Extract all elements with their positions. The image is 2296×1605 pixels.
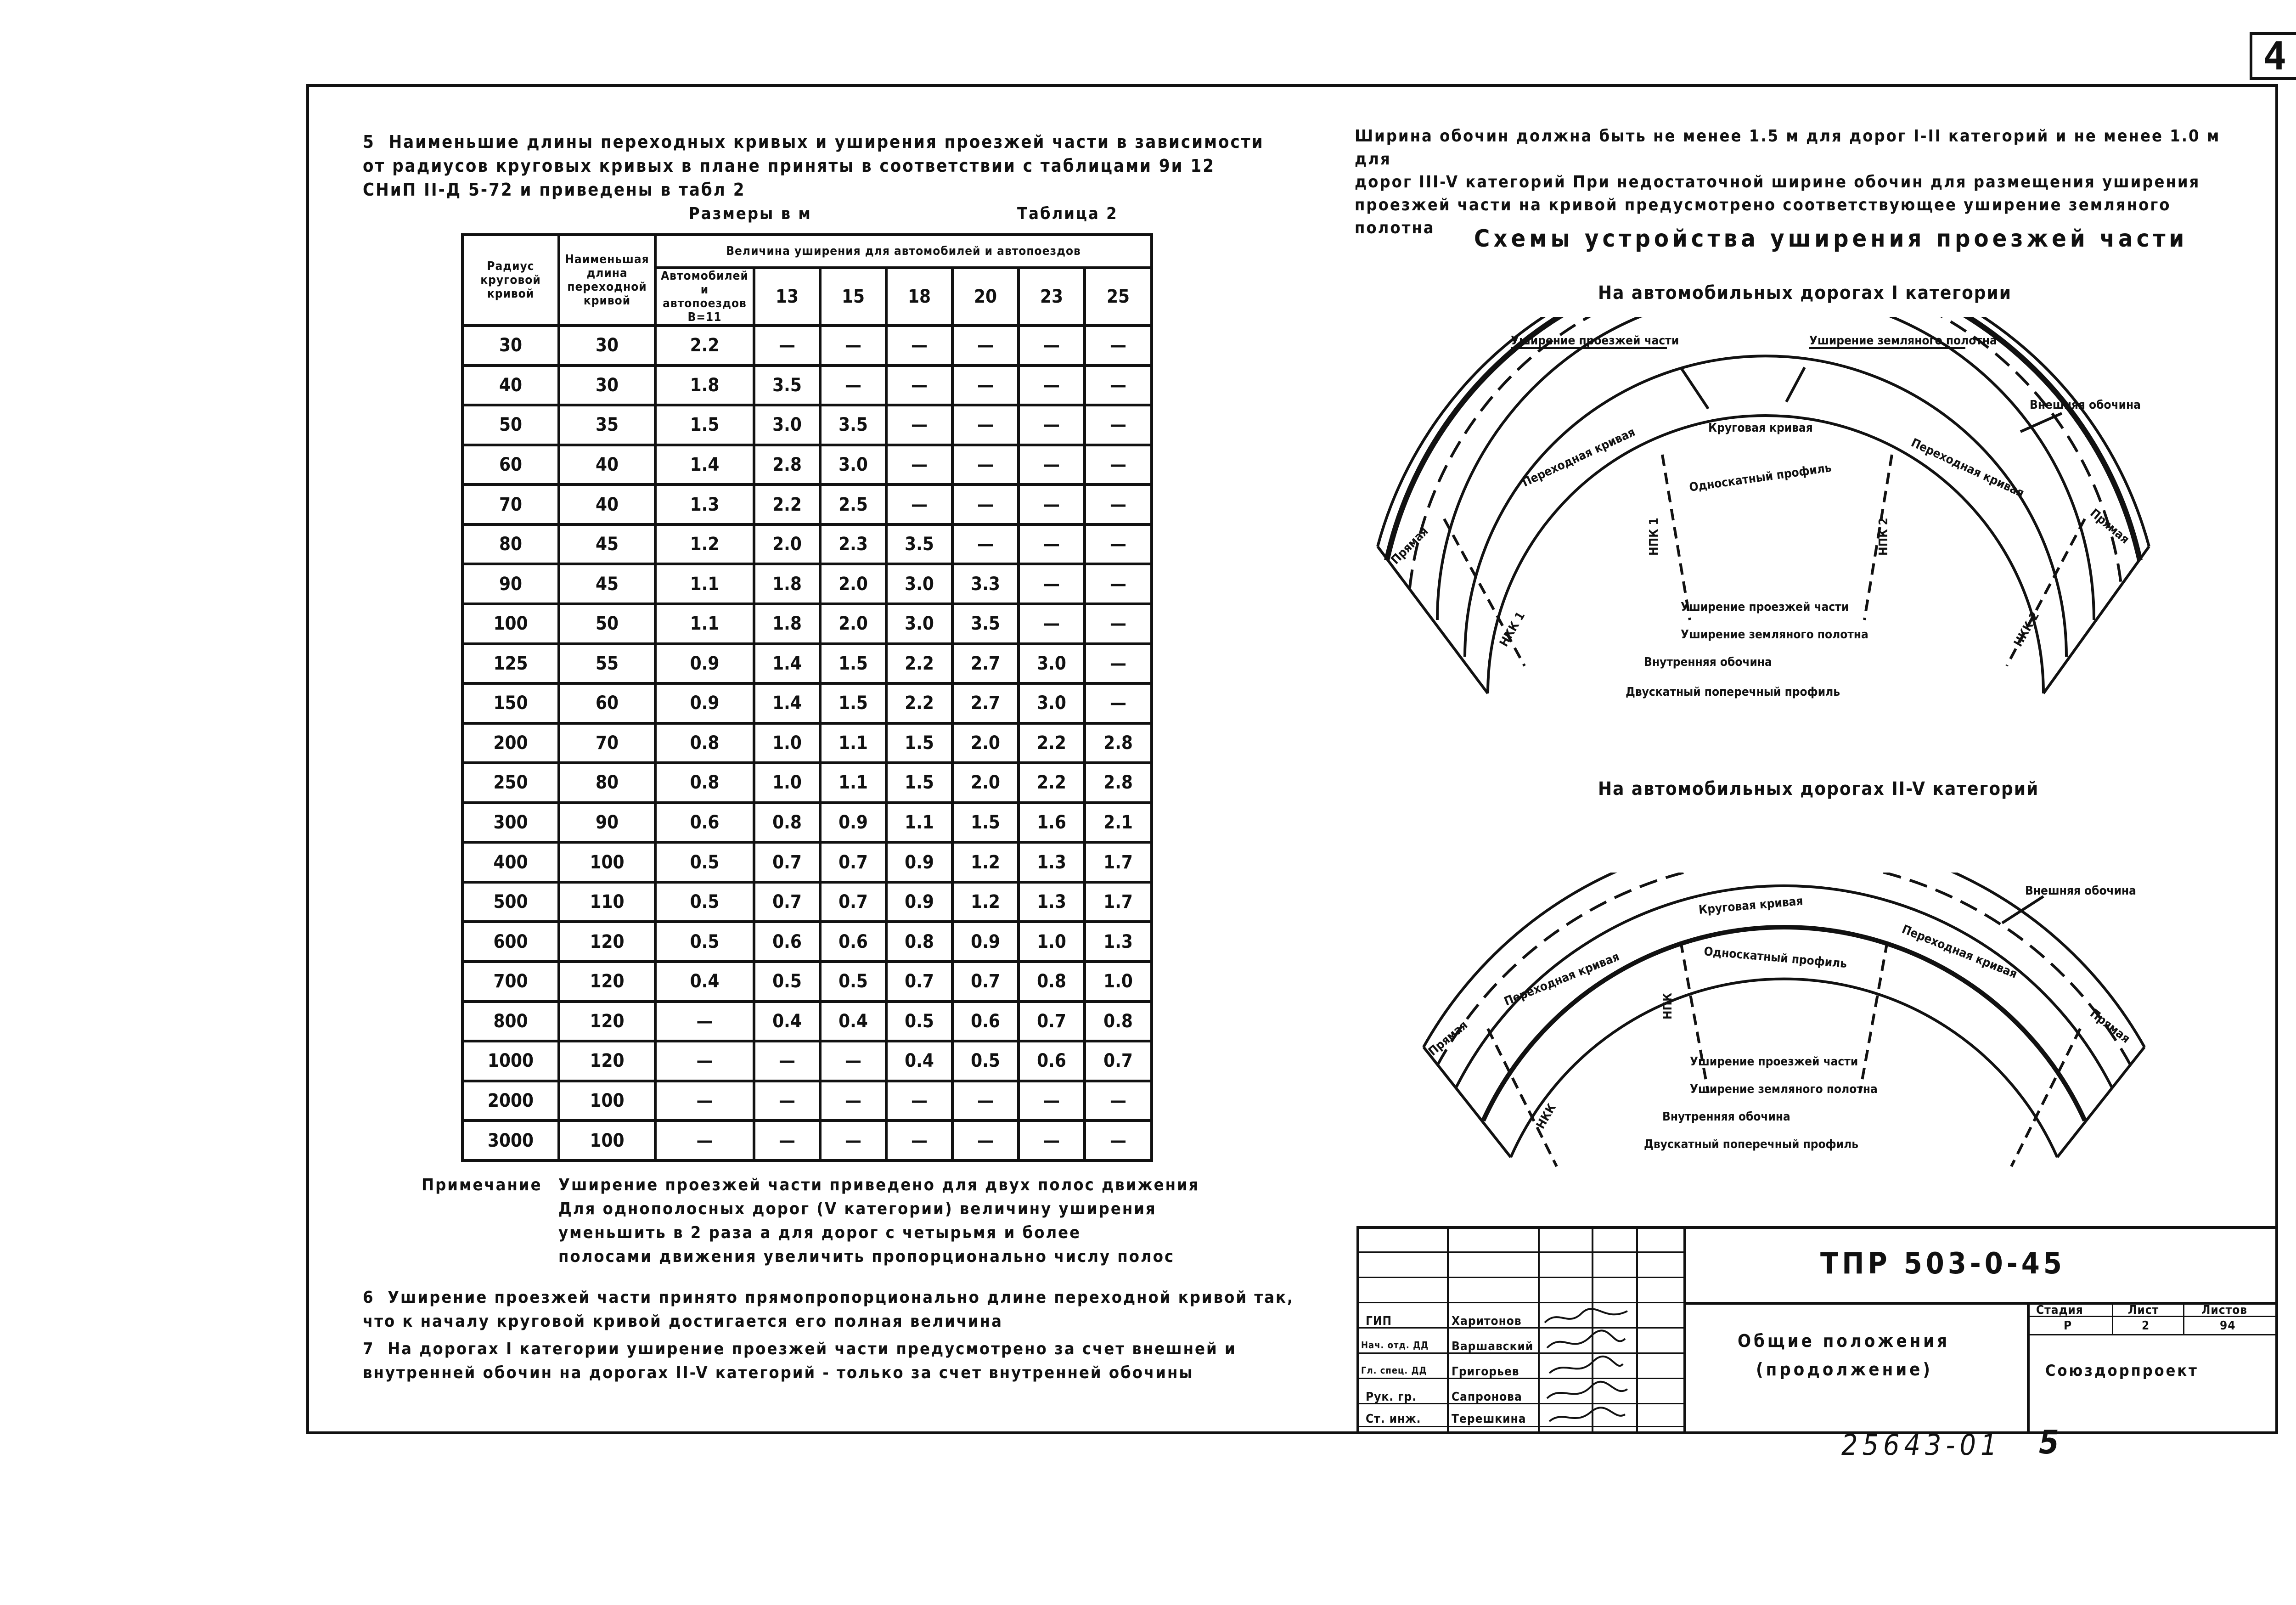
label-transition-right: Переходная кривая bbox=[1900, 922, 2019, 981]
widening-cell: — bbox=[1019, 524, 1085, 564]
widening-cell: 0.5 bbox=[655, 882, 754, 922]
widening-cell: 0.5 bbox=[655, 842, 754, 882]
radius-cell: 40 bbox=[462, 366, 559, 405]
widening-cell: 0.4 bbox=[655, 962, 754, 1002]
widening-cell: 0.7 bbox=[886, 962, 952, 1002]
table-row bbox=[462, 962, 1152, 1002]
radius-cell: 60 bbox=[462, 445, 559, 485]
widening-cell: — bbox=[820, 1041, 886, 1081]
widening-cell: — bbox=[1085, 644, 1152, 684]
widening-cell: 1.2 bbox=[655, 524, 754, 564]
widening-cell: — bbox=[952, 405, 1019, 445]
name-1: Варшавский bbox=[1452, 1340, 1534, 1353]
widening-cell: 0.8 bbox=[886, 922, 952, 962]
paragraph-7: 7 На дорогах I категории уширение проезжей части предусмотрено за счет внешней и внутренней обочин на дорогах II-V категорий - только за счет внутренней обочины bbox=[363, 1340, 1237, 1382]
label-one-slope: Односкатный профиль bbox=[1688, 461, 1833, 495]
sheets-label: Листов bbox=[2201, 1303, 2248, 1317]
widening-cell: 1.7 bbox=[1085, 842, 1152, 882]
widening-cell: 1.5 bbox=[820, 683, 886, 723]
widening-cell: 0.9 bbox=[655, 644, 754, 684]
widening-cell: — bbox=[886, 366, 952, 405]
widening-cell: 1.5 bbox=[886, 723, 952, 763]
widening-cell: 1.8 bbox=[754, 604, 820, 644]
table-row bbox=[462, 604, 1152, 644]
widening-cell: 0.6 bbox=[820, 922, 886, 962]
table-row bbox=[462, 882, 1152, 922]
widening-cell: 2.3 bbox=[820, 524, 886, 564]
note-label: Примечание bbox=[422, 1176, 542, 1194]
label-inner-earth: Уширение земляного полотна bbox=[1690, 1082, 1878, 1096]
label-circular: Круговая кривая bbox=[1708, 421, 1813, 435]
organization: Союздорпроект bbox=[2045, 1362, 2199, 1380]
widening-cell: 0.5 bbox=[820, 962, 886, 1002]
widening-cell: 2.2 bbox=[754, 484, 820, 524]
widening-cell: 0.7 bbox=[754, 882, 820, 922]
widening-cell: — bbox=[820, 326, 886, 366]
table-row bbox=[462, 763, 1152, 803]
widening-cell: 2.2 bbox=[655, 326, 754, 366]
length-cell: 45 bbox=[559, 564, 655, 604]
widening-cell: 2.1 bbox=[1085, 803, 1152, 843]
widening-cell: 1.1 bbox=[820, 763, 886, 803]
label-outer-shoulder: Внешняя обочина bbox=[2030, 398, 2141, 412]
label-npk: НПК bbox=[1661, 992, 1675, 1019]
radius-cell: 700 bbox=[462, 962, 559, 1002]
archive-sheet: 5 bbox=[2039, 1424, 2059, 1461]
widening-cell: 3.3 bbox=[952, 564, 1019, 604]
widening-cell: 1.0 bbox=[1085, 962, 1152, 1002]
widening-cell: — bbox=[1085, 1081, 1152, 1121]
header-min-length: Наименьшая длина переходной кривой bbox=[559, 235, 655, 326]
widening-cell: — bbox=[1085, 1121, 1152, 1160]
widening-cell: 1.3 bbox=[655, 484, 754, 524]
widening-cell: — bbox=[754, 1081, 820, 1121]
widening-cell: 1.1 bbox=[655, 564, 754, 604]
length-cell: 55 bbox=[559, 644, 655, 684]
table-row bbox=[462, 1041, 1152, 1081]
widening-cell: 1.3 bbox=[1085, 922, 1152, 962]
header-widening: Величина уширения для автомобилей и автопоездов bbox=[655, 235, 1152, 268]
length-cell: 60 bbox=[559, 683, 655, 723]
widening-cell: 0.7 bbox=[820, 842, 886, 882]
note-text: Уширение проезжей части приведено для двух полос движения Для однополосных дорог (V категории) величину уширения уменьшить в 2 раза а для дорог с четырьмя и более полосами движения увеличить пропорционально числу полос bbox=[558, 1176, 1200, 1266]
label-transition-left: Переходная кривая bbox=[1502, 950, 1621, 1009]
widening-cell: 3.5 bbox=[820, 405, 886, 445]
widening-cell: 1.2 bbox=[952, 882, 1019, 922]
radius-cell: 30 bbox=[462, 326, 559, 366]
role-4: Ст. инж. bbox=[1366, 1412, 1421, 1426]
widening-cell: — bbox=[1019, 366, 1085, 405]
widening-cell: 3.0 bbox=[820, 445, 886, 485]
widening-cell: 1.7 bbox=[1085, 882, 1152, 922]
table-row bbox=[462, 326, 1152, 366]
widening-cell: 2.2 bbox=[886, 644, 952, 684]
widening-cell: — bbox=[754, 1041, 820, 1081]
widening-cell: — bbox=[655, 1081, 754, 1121]
sheet-value: 2 bbox=[2142, 1319, 2150, 1333]
widening-cell: — bbox=[655, 1121, 754, 1160]
signatures bbox=[1540, 1304, 1632, 1428]
widening-cell: 2.2 bbox=[886, 683, 952, 723]
length-cell: 120 bbox=[559, 1002, 655, 1042]
doc-code: ТПР 503-0-45 bbox=[1820, 1247, 2065, 1281]
label-straight-right: Прямая bbox=[2087, 506, 2132, 547]
name-2: Григорьев bbox=[1452, 1365, 1519, 1379]
sheets-value: 94 bbox=[2220, 1319, 2236, 1333]
widening-cell: 0.4 bbox=[754, 1002, 820, 1042]
label-two-slope: Двускатный поперечный профиль bbox=[1626, 685, 1840, 699]
radius-cell: 200 bbox=[462, 723, 559, 763]
radius-cell: 600 bbox=[462, 922, 559, 962]
radius-cell: 3000 bbox=[462, 1121, 559, 1160]
widening-cell: 2.2 bbox=[1019, 763, 1085, 803]
label-transition-right: Переходная кривая bbox=[1909, 436, 2026, 501]
widening-cell: — bbox=[754, 326, 820, 366]
widening-cell: 0.4 bbox=[820, 1002, 886, 1042]
widening-cell: — bbox=[1019, 326, 1085, 366]
length-cell: 120 bbox=[559, 922, 655, 962]
widening-cell: — bbox=[1085, 564, 1152, 604]
radius-cell: 1000 bbox=[462, 1041, 559, 1081]
stage-value: Р bbox=[2064, 1319, 2072, 1333]
label-circular: Круговая кривая bbox=[1698, 894, 1804, 917]
widening-cell: — bbox=[1085, 524, 1152, 564]
length-cell: 110 bbox=[559, 882, 655, 922]
table-row bbox=[462, 922, 1152, 962]
role-3: Рук. гр. bbox=[1366, 1390, 1417, 1404]
title-block bbox=[1356, 1226, 2277, 1433]
widening-cell: 2.0 bbox=[952, 763, 1019, 803]
widening-cell: — bbox=[886, 484, 952, 524]
widening-cell: — bbox=[886, 445, 952, 485]
widening-cell: 2.8 bbox=[1085, 763, 1152, 803]
widening-cell: — bbox=[820, 1081, 886, 1121]
widening-cell: 3.0 bbox=[1019, 644, 1085, 684]
inner-road-edge bbox=[1437, 317, 2094, 620]
diagram2-svg bbox=[1405, 873, 2163, 1171]
label-inner-road: Уширение проезжей части bbox=[1690, 1055, 1858, 1069]
radius-cell: 2000 bbox=[462, 1081, 559, 1121]
widening-cell: 2.7 bbox=[952, 644, 1019, 684]
diagram2-title: На автомобильных дорогах II-V категорий bbox=[1598, 778, 2039, 800]
widening-cell: 2.0 bbox=[952, 723, 1019, 763]
widening-cell: — bbox=[1019, 564, 1085, 604]
widening-cell: 1.3 bbox=[1019, 882, 1085, 922]
table-row bbox=[462, 484, 1152, 524]
length-cell: 35 bbox=[559, 405, 655, 445]
doc-subtitle: (продолжение) bbox=[1756, 1359, 1933, 1380]
widening-cell: 1.1 bbox=[655, 604, 754, 644]
widening-cell: — bbox=[1019, 405, 1085, 445]
header-auto: Автомобилей и автопоездов В=11 bbox=[655, 268, 754, 326]
label-widening-earth: Уширение земляного полотна bbox=[1809, 334, 1997, 348]
label-nkk1: НКК 1 bbox=[1497, 609, 1528, 649]
widening-cell: 0.7 bbox=[754, 842, 820, 882]
table-row bbox=[462, 445, 1152, 485]
widening-cell: — bbox=[1019, 445, 1085, 485]
widening-cell: — bbox=[655, 1041, 754, 1081]
widening-cell: 0.8 bbox=[1019, 962, 1085, 1002]
name-0: Харитонов bbox=[1452, 1314, 1522, 1328]
widening-cell: 3.0 bbox=[886, 604, 952, 644]
label-inner-road: Уширение проезжей части bbox=[1681, 600, 1849, 614]
widening-cell: 2.0 bbox=[754, 524, 820, 564]
diagram1-title: На автомобильных дорогах I категории bbox=[1598, 282, 2012, 304]
widening-cell: 3.0 bbox=[886, 564, 952, 604]
widening-cell: 0.8 bbox=[655, 763, 754, 803]
widening-cell: — bbox=[1085, 683, 1152, 723]
axis-line bbox=[1410, 317, 2122, 588]
widening-cell: 1.4 bbox=[655, 445, 754, 485]
table-row bbox=[462, 644, 1152, 684]
shoulder-text: Ширина обочин должна быть не менее 1.5 м для дорог I-II категорий и не менее 1.0 м для дорог III-V категорий При недостаточной ширине обочин для размещения уширения проезжей части на кривой предусмотрено соответствующее уширение земляного полотна bbox=[1355, 127, 2221, 237]
widening-cell: 0.7 bbox=[1019, 1002, 1085, 1042]
label-widening-road: Уширение проезжей части bbox=[1511, 334, 1679, 348]
role-0: ГИП bbox=[1366, 1314, 1392, 1328]
widening-cell: — bbox=[1085, 326, 1152, 366]
table-row bbox=[462, 524, 1152, 564]
widening-cell: — bbox=[952, 524, 1019, 564]
table-row bbox=[462, 803, 1152, 843]
widening-cell: 1.0 bbox=[754, 763, 820, 803]
label-two-slope: Двускатный поперечный профиль bbox=[1644, 1138, 1859, 1151]
widening-cell: 0.9 bbox=[886, 842, 952, 882]
widening-cell: 1.8 bbox=[754, 564, 820, 604]
length-cell: 50 bbox=[559, 604, 655, 644]
widening-cell: — bbox=[952, 484, 1019, 524]
length-cell: 120 bbox=[559, 962, 655, 1002]
widening-cell: — bbox=[1019, 1081, 1085, 1121]
widening-cell: 1.4 bbox=[754, 683, 820, 723]
widening-cell: — bbox=[820, 366, 886, 405]
length-cell: 30 bbox=[559, 326, 655, 366]
widening-cell: — bbox=[952, 1081, 1019, 1121]
widening-cell: 2.5 bbox=[820, 484, 886, 524]
name-4: Терешкина bbox=[1452, 1412, 1526, 1426]
subcol-header: 18 bbox=[886, 268, 952, 326]
label-straight-left: Прямая bbox=[1388, 524, 1431, 567]
widening-cell: 0.8 bbox=[655, 723, 754, 763]
label-transition-left: Переходная кривая bbox=[1520, 425, 1638, 490]
radius-cell: 70 bbox=[462, 484, 559, 524]
radius-cell: 50 bbox=[462, 405, 559, 445]
widening-cell: 1.1 bbox=[820, 723, 886, 763]
radius-cell: 500 bbox=[462, 882, 559, 922]
label-nkk2: НКК 2 bbox=[2011, 609, 2043, 649]
widening-cell: 1.0 bbox=[754, 723, 820, 763]
widening-cell: — bbox=[820, 1121, 886, 1160]
length-cell: 40 bbox=[559, 445, 655, 485]
table-row bbox=[462, 1081, 1152, 1121]
widening-cell: — bbox=[1019, 484, 1085, 524]
widening-cell: — bbox=[886, 326, 952, 366]
widening-cell: 3.5 bbox=[952, 604, 1019, 644]
widening-cell: 0.7 bbox=[952, 962, 1019, 1002]
widening-cell: 0.9 bbox=[886, 882, 952, 922]
radius-cell: 300 bbox=[462, 803, 559, 843]
widening-cell: 2.0 bbox=[820, 564, 886, 604]
widening-cell: 0.7 bbox=[820, 882, 886, 922]
widening-cell: — bbox=[952, 445, 1019, 485]
widening-cell: — bbox=[952, 1121, 1019, 1160]
role-1: Нач. отд. ДД bbox=[1361, 1340, 1429, 1351]
radius-cell: 150 bbox=[462, 683, 559, 723]
label-npk1: НПК 1 bbox=[1647, 518, 1661, 556]
widening-cell: 0.8 bbox=[754, 803, 820, 843]
widening-cell: — bbox=[1085, 484, 1152, 524]
widening-cell: 0.6 bbox=[754, 922, 820, 962]
label-straight-left: Прямая bbox=[1426, 1018, 1471, 1059]
widening-cell: — bbox=[886, 1121, 952, 1160]
widening-cell: 2.2 bbox=[1019, 723, 1085, 763]
widening-cell: 0.4 bbox=[886, 1041, 952, 1081]
table-row bbox=[462, 1121, 1152, 1160]
widening-cell: 0.5 bbox=[886, 1002, 952, 1042]
radius-cell: 90 bbox=[462, 564, 559, 604]
widening-cell: 1.5 bbox=[820, 644, 886, 684]
radius-cell: 400 bbox=[462, 842, 559, 882]
label-npk2: НПК 2 bbox=[1877, 518, 1891, 556]
subcol-header: 15 bbox=[820, 268, 886, 326]
widening-cell: 0.9 bbox=[655, 683, 754, 723]
widening-cell: 0.6 bbox=[1019, 1041, 1085, 1081]
widening-cell: 1.5 bbox=[886, 763, 952, 803]
stage-label: Стадия bbox=[2036, 1303, 2083, 1317]
widening-cell: 0.5 bbox=[952, 1041, 1019, 1081]
table-body bbox=[462, 326, 1152, 1160]
length-cell: 100 bbox=[559, 1081, 655, 1121]
label-outer-shoulder: Внешняя обочина bbox=[2025, 884, 2136, 898]
widening-cell: — bbox=[1085, 604, 1152, 644]
table-row bbox=[462, 1002, 1152, 1042]
widening-cell: 0.5 bbox=[754, 962, 820, 1002]
table-row bbox=[462, 405, 1152, 445]
widening-cell: — bbox=[1085, 445, 1152, 485]
label-one-slope: Односкатный профиль bbox=[1703, 945, 1848, 971]
table-row bbox=[462, 842, 1152, 882]
widening-cell: 0.6 bbox=[655, 803, 754, 843]
widening-cell: 1.1 bbox=[886, 803, 952, 843]
widening-cell: 1.5 bbox=[655, 405, 754, 445]
radius-cell: 80 bbox=[462, 524, 559, 564]
radius-cell: 250 bbox=[462, 763, 559, 803]
widening-cell: 1.8 bbox=[655, 366, 754, 405]
label-straight-right: Прямая bbox=[2087, 1006, 2133, 1046]
outer-widening-edge bbox=[1387, 317, 2140, 560]
widening-table bbox=[461, 233, 1153, 1162]
widening-cell: — bbox=[754, 1121, 820, 1160]
widening-cell: — bbox=[655, 1002, 754, 1042]
widening-cell: 3.5 bbox=[754, 366, 820, 405]
table-row bbox=[462, 366, 1152, 405]
length-cell: 30 bbox=[559, 366, 655, 405]
table-row bbox=[462, 564, 1152, 604]
radius-cell: 125 bbox=[462, 644, 559, 684]
paragraph-6: 6 Уширение проезжей части принято прямопропорционально длине переходной кривой так, что к началу круговой кривой достигается его полная величина bbox=[363, 1288, 1294, 1331]
widening-cell: 1.6 bbox=[1019, 803, 1085, 843]
widening-cell: — bbox=[886, 1081, 952, 1121]
length-cell: 100 bbox=[559, 842, 655, 882]
widening-cell: 3.5 bbox=[886, 524, 952, 564]
scheme-title: Схемы устройства уширения проезжей части bbox=[1474, 225, 2188, 253]
widening-cell: — bbox=[1019, 1121, 1085, 1160]
widening-cell: 2.8 bbox=[754, 445, 820, 485]
widening-cell: 1.0 bbox=[1019, 922, 1085, 962]
widening-cell: 1.3 bbox=[1019, 842, 1085, 882]
widening-cell: 1.4 bbox=[754, 644, 820, 684]
units-label: Размеры в м bbox=[689, 204, 812, 223]
widening-cell: 0.6 bbox=[952, 1002, 1019, 1042]
label-inner-shoulder: Внутренняя обочина bbox=[1662, 1110, 1790, 1124]
radius-cell: 800 bbox=[462, 1002, 559, 1042]
subcol-header: 13 bbox=[754, 268, 820, 326]
subcol-header: 20 bbox=[952, 268, 1019, 326]
table-row bbox=[462, 683, 1152, 723]
paragraph-5: 5 Наименьшие длины переходных кривых и уширения проезжей части в зависимости от радиусов круговых кривых в плане приняты в соответствии с таблицами 9и 12 СНиП II-Д 5-72 и приведены в табл 2 bbox=[363, 132, 1271, 200]
table-label: Таблица 2 bbox=[1017, 204, 1118, 223]
doc-title: Общие положения bbox=[1738, 1331, 1950, 1351]
widening-cell: — bbox=[1085, 405, 1152, 445]
widening-cell: 0.5 bbox=[655, 922, 754, 962]
widening-cell: 0.9 bbox=[820, 803, 886, 843]
subcol-header: 23 bbox=[1019, 268, 1085, 326]
length-cell: 70 bbox=[559, 723, 655, 763]
radius-cell: 100 bbox=[462, 604, 559, 644]
widening-cell: 0.9 bbox=[952, 922, 1019, 962]
widening-cell: 0.8 bbox=[1085, 1002, 1152, 1042]
length-cell: 90 bbox=[559, 803, 655, 843]
length-cell: 100 bbox=[559, 1121, 655, 1160]
widening-cell: — bbox=[1019, 604, 1085, 644]
length-cell: 80 bbox=[559, 763, 655, 803]
sheet-number: 4 bbox=[2250, 32, 2296, 80]
widening-cell: 0.7 bbox=[1085, 1041, 1152, 1081]
label-inner-earth: Уширение земляного полотна bbox=[1681, 628, 1868, 642]
sheet-label: Лист bbox=[2128, 1303, 2159, 1317]
widening-cell: — bbox=[952, 326, 1019, 366]
widening-cell: — bbox=[886, 405, 952, 445]
table-row bbox=[462, 723, 1152, 763]
label-inner-shoulder: Внутренняя обочина bbox=[1644, 655, 1772, 669]
length-cell: 40 bbox=[559, 484, 655, 524]
label-nkk: НКК bbox=[1534, 1101, 1559, 1132]
widening-cell: — bbox=[1085, 366, 1152, 405]
widening-cell: 1.5 bbox=[952, 803, 1019, 843]
header-radius: Радиус круговой кривой bbox=[462, 235, 559, 326]
subcol-header: 25 bbox=[1085, 268, 1152, 326]
length-cell: 45 bbox=[559, 524, 655, 564]
widening-cell: 3.0 bbox=[1019, 683, 1085, 723]
diagram1-svg bbox=[1368, 317, 2195, 721]
widening-cell: — bbox=[952, 366, 1019, 405]
widening-cell: 3.0 bbox=[754, 405, 820, 445]
widening-cell: 1.2 bbox=[952, 842, 1019, 882]
widening-cell: 2.8 bbox=[1085, 723, 1152, 763]
archive-number: 25643-01 bbox=[1841, 1428, 2002, 1462]
name-3: Сапронова bbox=[1452, 1390, 1522, 1404]
role-2: Гл. спец. ДД bbox=[1361, 1365, 1427, 1376]
widening-cell: 2.0 bbox=[820, 604, 886, 644]
length-cell: 120 bbox=[559, 1041, 655, 1081]
widening-cell: 2.7 bbox=[952, 683, 1019, 723]
